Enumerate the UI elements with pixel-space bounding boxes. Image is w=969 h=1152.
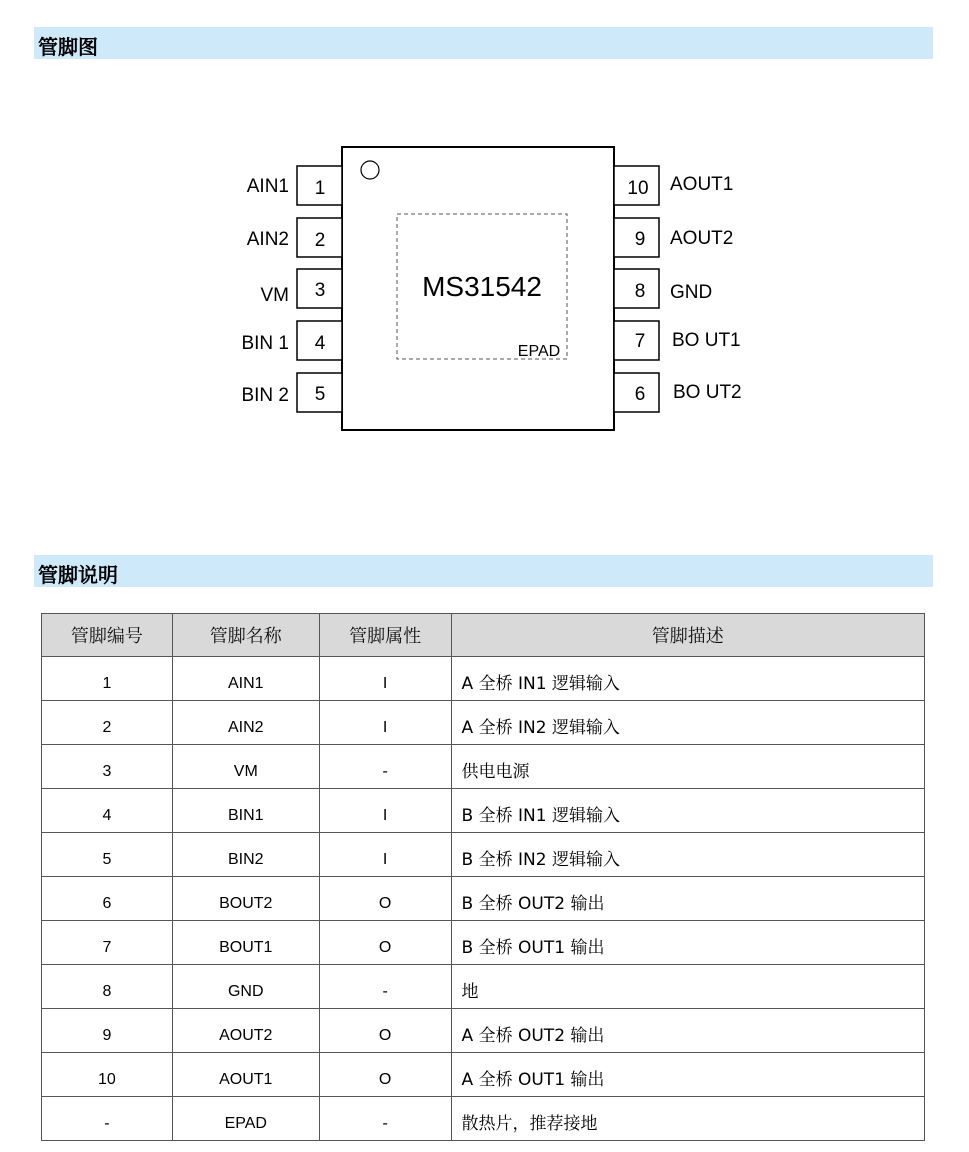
pin-name: AIN1 (246, 176, 289, 197)
pin-desc: A 全桥 IN1 逻辑输入 (451, 657, 924, 701)
pin-name: BIN2 (172, 833, 319, 877)
description-section-title: 管脚说明 (38, 563, 118, 587)
pin-desc: B 全桥 OUT2 输出 (451, 877, 924, 921)
header-pin-description: 管脚描述 (451, 614, 924, 657)
pin-attr: I (319, 789, 451, 833)
pin-id: 10 (42, 1053, 173, 1097)
table-row (42, 789, 925, 833)
table-row (42, 1097, 925, 1141)
pin-desc: B 全桥 IN1 逻辑输入 (451, 789, 924, 833)
pin-id: 2 (42, 701, 173, 745)
right-pin-8 (614, 269, 712, 308)
pin-number: 5 (314, 384, 326, 405)
pin-name: VM (172, 745, 319, 789)
pin-attr: O (319, 1053, 451, 1097)
pin-number: 10 (627, 178, 649, 199)
description-section-header (34, 555, 933, 587)
chip-part-number: MS31542 (422, 271, 542, 302)
pin-name: EPAD (172, 1097, 319, 1141)
pin-number: 8 (634, 281, 646, 302)
pin-id: - (42, 1097, 173, 1141)
pin-attr: - (319, 965, 451, 1009)
pin-name: BOUT2 (172, 877, 319, 921)
pin-attr: - (319, 1097, 451, 1141)
pin-id: 3 (42, 745, 173, 789)
pin-name: BO UT2 (673, 382, 742, 403)
pin-id: 1 (42, 657, 173, 701)
left-pin-3 (261, 269, 343, 308)
table-row (42, 701, 925, 745)
pin-desc: 地 (451, 965, 924, 1009)
pin-name: GND (172, 965, 319, 1009)
header-pin-number: 管脚编号 (42, 614, 173, 657)
pinout-section-title: 管脚图 (38, 35, 98, 59)
right-pin-6 (614, 373, 742, 412)
table-row (42, 965, 925, 1009)
header-pin-name: 管脚名称 (172, 614, 319, 657)
pin-number: 2 (314, 230, 326, 251)
pin-name: AOUT1 (172, 1053, 319, 1097)
pin-number: 9 (634, 229, 646, 250)
pin-name: AIN2 (172, 701, 319, 745)
pin-description-table (41, 613, 925, 1141)
right-pin-7 (614, 321, 741, 360)
right-pin-10 (614, 166, 733, 205)
pin-name: GND (670, 282, 713, 303)
pin-name: VM (260, 285, 289, 306)
pin-name: AOUT2 (172, 1009, 319, 1053)
header-pin-attribute: 管脚属性 (319, 614, 451, 657)
pin-number: 3 (314, 280, 326, 301)
pin-name: AOUT1 (670, 174, 734, 195)
table-row (42, 1053, 925, 1097)
pin-name: BIN 2 (241, 385, 289, 406)
table-row (42, 745, 925, 789)
left-pin-5 (241, 373, 342, 412)
table-row (42, 1009, 925, 1053)
pin-attr: O (319, 1009, 451, 1053)
table-row (42, 921, 925, 965)
pin-id: 6 (42, 877, 173, 921)
pin-name: BIN1 (172, 789, 319, 833)
pin-attr: O (319, 921, 451, 965)
pin-name: BOUT1 (172, 921, 319, 965)
pin-name: AOUT2 (670, 228, 734, 249)
pin-name: AIN1 (172, 657, 319, 701)
pin-desc: 供电电源 (451, 745, 924, 789)
pin-attr: I (319, 701, 451, 745)
pin-desc: A 全桥 OUT2 输出 (451, 1009, 924, 1053)
pin-number: 7 (634, 331, 646, 352)
pin-desc: 散热片，推荐接地 (451, 1097, 924, 1141)
pin-id: 5 (42, 833, 173, 877)
left-pin-1 (247, 166, 342, 205)
pinout-diagram (0, 0, 969, 560)
pin-name: BIN 1 (241, 333, 289, 354)
table-row (42, 833, 925, 877)
left-pin-2 (247, 218, 342, 257)
epad-label: EPAD (517, 343, 561, 360)
pin-attr: I (319, 833, 451, 877)
pin-number: 4 (314, 333, 326, 354)
pin-id: 8 (42, 965, 173, 1009)
pin-attr: O (319, 877, 451, 921)
right-pin-9 (614, 218, 733, 257)
pin-name: AIN2 (246, 229, 289, 250)
pin-attr: I (319, 657, 451, 701)
pin-attr: - (319, 745, 451, 789)
pin-desc: B 全桥 IN2 逻辑输入 (451, 833, 924, 877)
pin-desc: A 全桥 OUT1 输出 (451, 1053, 924, 1097)
left-pin-4 (241, 321, 342, 360)
table-row (42, 877, 925, 921)
pin-name: BO UT1 (672, 330, 741, 351)
pin-desc: A 全桥 IN2 逻辑输入 (451, 701, 924, 745)
pin-id: 9 (42, 1009, 173, 1053)
pin-number: 1 (314, 178, 326, 199)
table-row (42, 657, 925, 701)
pin-id: 7 (42, 921, 173, 965)
pin-desc: B 全桥 OUT1 输出 (451, 921, 924, 965)
pin-number: 6 (634, 384, 646, 405)
table-header-row (42, 614, 925, 657)
pin-id: 4 (42, 789, 173, 833)
